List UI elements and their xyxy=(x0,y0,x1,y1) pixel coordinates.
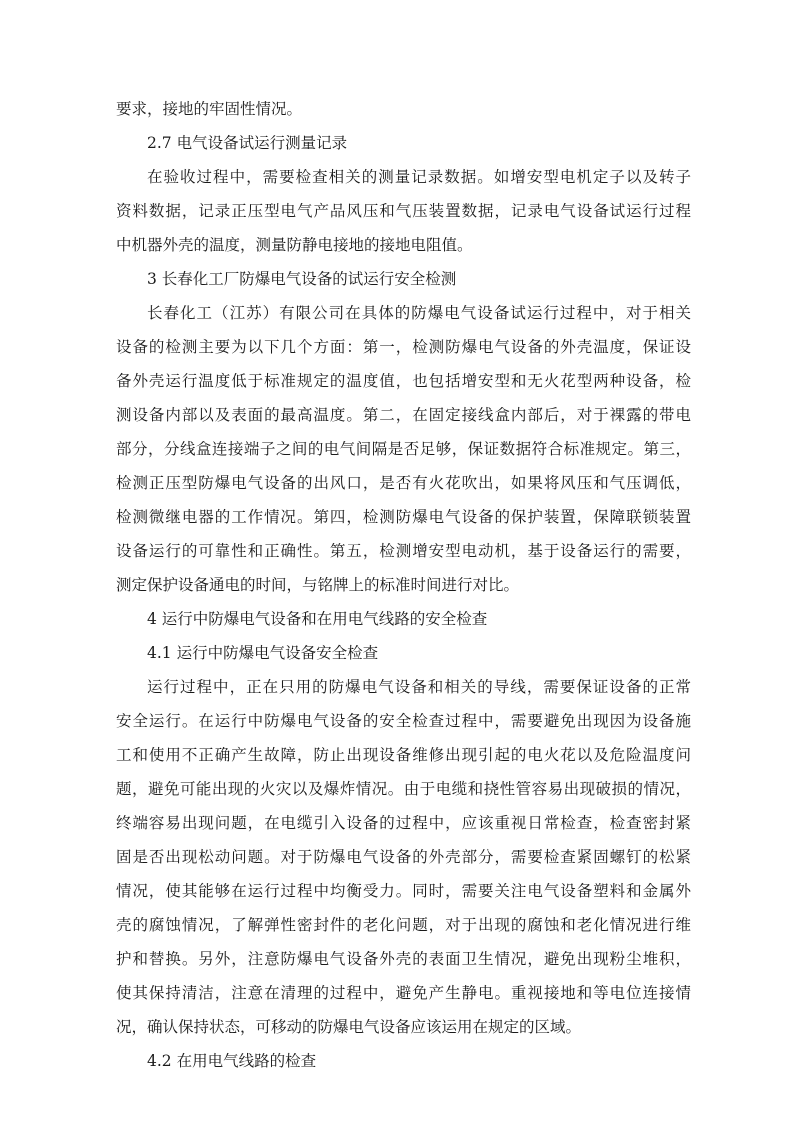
paragraph-line: 中机器外壳的温度，测量防静电接地的接地电阻值。 xyxy=(116,236,473,254)
paragraph-line: 检测正压型防爆电气设备的出风口，是否有火花吹出，如果将风压和气压调低， xyxy=(116,474,691,492)
paragraph-line: 终端容易出现问题，在电缆引入设备的过程中，应该重视日常检查，检查密封紧 xyxy=(116,814,691,832)
paragraph-line: 设备的检测主要为以下几个方面：第一，检测防爆电气设备的外壳温度，保证设 xyxy=(116,338,691,356)
paragraph-line: 长春化工（江苏）有限公司在具体的防爆电气设备试运行过程中，对于相关 xyxy=(147,304,691,322)
paragraph-line: 设备运行的可靠性和正确性。第五，检测增安型电动机，基于设备运行的需要， xyxy=(116,542,691,560)
paragraph-line: 况，确认保持状态，可移动的防爆电气设备应该运用在规定的区域。 xyxy=(116,1018,582,1036)
paragraph-line: 资料数据，记录正压型电气产品风压和气压装置数据，记录电气设备试运行过程 xyxy=(116,202,691,220)
paragraph-line: 要求，接地的牢固性情况。 xyxy=(116,100,303,118)
paragraph-line: 题，避免可能出现的火灾以及爆炸情况。由于电缆和挠性管容易出现破损的情况， xyxy=(116,780,691,798)
section-heading-4: 4 运行中防爆电气设备和在用电气线路的安全检查 xyxy=(147,610,488,628)
paragraph-line: 壳的腐蚀情况，了解弹性密封件的老化问题，对于出现的腐蚀和老化情况进行维 xyxy=(116,916,691,934)
paragraph-line: 部分，分线盒连接端子之间的电气间隔是否足够，保证数据符合标准规定。第三， xyxy=(116,440,691,458)
paragraph-line: 备外壳运行温度低于标准规定的温度值，也包括增安型和无火花型两种设备，检 xyxy=(116,372,691,390)
paragraph-line: 情况，使其能够在运行过程中均衡受力。同时，需要关注电气设备塑料和金属外 xyxy=(116,882,691,900)
paragraph-line: 测定保护设备通电的时间，与铭牌上的标准时间进行对比。 xyxy=(116,576,520,594)
paragraph-line: 使其保持清洁，注意在清理的过程中，避免产生静电。重视接地和等电位连接情 xyxy=(116,984,691,1002)
section-heading-3: 3 长春化工厂防爆电气设备的试运行安全检测 xyxy=(147,270,457,288)
paragraph-line: 运行过程中，正在只用的防爆电气设备和相关的导线，需要保证设备的正常 xyxy=(147,678,691,696)
paragraph-line: 工和使用不正确产生故障，防止出现设备维修出现引起的电火花以及危险温度问 xyxy=(116,746,691,764)
paragraph-line: 在验收过程中，需要检查相关的测量记录数据。如增安型电机定子以及转子 xyxy=(147,168,691,186)
paragraph-line: 检测微继电器的工作情况。第四，检测防爆电气设备的保护装置，保障联锁装置 xyxy=(116,508,691,526)
paragraph-line: 测设备内部以及表面的最高温度。第二，在固定接线盒内部后，对于裸露的带电 xyxy=(116,406,691,424)
paragraph-line: 护和替换。另外，注意防爆电气设备外壳的表面卫生情况，避免出现粉尘堆积， xyxy=(116,950,691,968)
paragraph-line: 固是否出现松动问题。对于防爆电气设备的外壳部分，需要检查紧固螺钉的松紧 xyxy=(116,848,691,866)
paragraph-line: 安全运行。在运行中防爆电气设备的安全检查过程中，需要避免出现因为设备施 xyxy=(116,712,691,730)
section-heading-2-7: 2.7 电气设备试运行测量记录 xyxy=(147,134,348,152)
section-heading-4-2: 4.2 在用电气线路的检查 xyxy=(147,1052,317,1070)
section-heading-4-1: 4.1 运行中防爆电气设备安全检查 xyxy=(147,644,379,662)
document-body xyxy=(116,92,691,1078)
